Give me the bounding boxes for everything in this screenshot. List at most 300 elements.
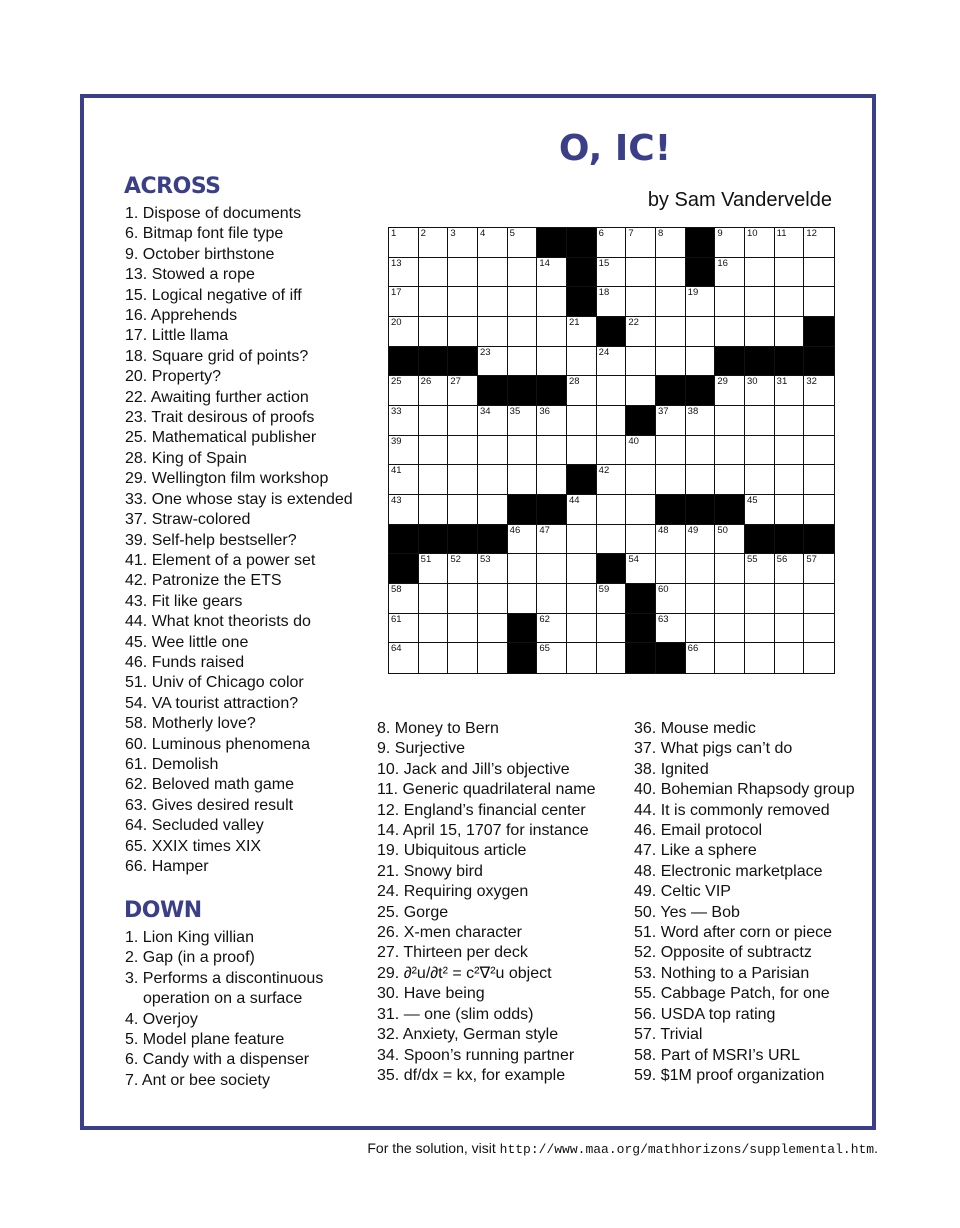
grid-cell[interactable] [508, 258, 538, 288]
grid-cell[interactable] [804, 406, 834, 436]
grid-cell[interactable] [537, 258, 567, 288]
clue-item: 52. Opposite of subtractz [634, 944, 812, 962]
grid-cell[interactable] [537, 317, 567, 347]
clue-item: 9. October birthstone [125, 245, 275, 263]
grid-cell[interactable] [745, 258, 775, 288]
grid-cell[interactable] [715, 554, 745, 584]
black-square [508, 643, 538, 673]
clue-item: 48. Electronic marketplace [634, 862, 823, 880]
grid-cell[interactable] [389, 287, 419, 317]
black-square [745, 525, 775, 555]
grid-cell[interactable] [745, 643, 775, 673]
clue-item: 8. Money to Bern [377, 720, 499, 737]
clue-number: 63 [657, 613, 669, 625]
grid-cell[interactable] [508, 465, 538, 495]
grid-cell[interactable] [686, 584, 716, 614]
grid-cell[interactable] [686, 554, 716, 584]
clue-item: 44. What knot theorists do [125, 613, 311, 631]
clue-item: 35. df/dx = kx, for example [377, 1066, 566, 1084]
grid-cell[interactable] [656, 465, 686, 495]
grid-cell[interactable] [478, 436, 508, 466]
clue-number: 13 [391, 257, 402, 269]
clue-item: 1. Lion King villian [125, 929, 254, 946]
clue-item: 63. Gives desired result [125, 796, 294, 814]
clue-item: 2. Gap (in a proof) [125, 949, 255, 967]
grid-cell[interactable] [686, 465, 716, 495]
grid-cell[interactable] [715, 287, 745, 317]
grid-cell[interactable] [419, 584, 449, 614]
grid-cell[interactable] [804, 584, 834, 614]
grid-cell[interactable] [478, 287, 508, 317]
clue-number: 51 [420, 554, 432, 566]
grid-cell[interactable] [775, 317, 805, 347]
grid-cell[interactable] [448, 584, 478, 614]
black-square [567, 465, 597, 495]
grid-cell[interactable] [656, 347, 686, 377]
clue-number: 56 [776, 554, 788, 566]
grid-cell[interactable] [448, 643, 478, 673]
grid-cell[interactable] [745, 554, 775, 584]
black-square [567, 287, 597, 317]
grid-cell[interactable] [508, 406, 538, 436]
grid-cell[interactable] [478, 258, 508, 288]
clue-item: 31. — one (slim odds) [377, 1005, 534, 1023]
grid-cell[interactable] [597, 525, 627, 555]
grid-cell[interactable] [508, 347, 538, 377]
grid-cell[interactable] [448, 436, 478, 466]
grid-cell[interactable] [804, 287, 834, 317]
grid-cell[interactable] [389, 376, 419, 406]
black-square [478, 376, 508, 406]
grid-cell[interactable] [775, 287, 805, 317]
footer-end: . [874, 1140, 878, 1156]
grid-cell[interactable] [656, 584, 686, 614]
grid-cell[interactable] [567, 525, 597, 555]
grid-cell[interactable] [775, 554, 805, 584]
clue-number: 35 [509, 405, 521, 417]
grid-cell[interactable] [478, 614, 508, 644]
grid-cell[interactable] [389, 465, 419, 495]
grid-cell[interactable] [597, 406, 627, 436]
clue-number: 65 [539, 643, 550, 655]
grid-cell[interactable] [597, 436, 627, 466]
clue-number: 14 [539, 257, 550, 269]
black-square [537, 376, 567, 406]
clue-number: 29 [717, 376, 728, 388]
clue-item: 34. Spoon’s running partner [377, 1046, 575, 1064]
clue-item: 56. USDA top rating [634, 1005, 776, 1023]
grid-cell[interactable] [448, 287, 478, 317]
black-square [419, 525, 449, 555]
grid-cell[interactable] [508, 436, 538, 466]
grid-cell[interactable] [597, 643, 627, 673]
grid-cell[interactable] [448, 258, 478, 288]
grid-cell[interactable] [419, 436, 449, 466]
grid-cell[interactable] [775, 495, 805, 525]
clue-number: 46 [509, 524, 521, 536]
grid-cell[interactable] [448, 376, 478, 406]
black-square [686, 258, 716, 288]
black-square [715, 347, 745, 377]
grid-cell[interactable] [419, 495, 449, 525]
clue-number: 25 [391, 376, 402, 388]
grid-cell[interactable] [448, 317, 478, 347]
clue-number: 33 [391, 405, 402, 417]
grid-cell[interactable] [804, 554, 834, 584]
grid-cell[interactable] [537, 347, 567, 377]
clue-item: 51. Univ of Chicago color [125, 674, 304, 692]
clue-number: 28 [568, 376, 580, 388]
black-square [537, 495, 567, 525]
clue-number: 18 [598, 287, 610, 299]
grid-cell[interactable] [389, 228, 419, 258]
clue-number: 12 [806, 228, 817, 239]
grid-cell[interactable] [775, 228, 805, 258]
grid-cell[interactable] [804, 614, 834, 644]
grid-cell[interactable] [567, 614, 597, 644]
grid-cell[interactable] [567, 406, 597, 436]
clue-item: 61. Demolish [125, 755, 219, 773]
clue-item: 22. Awaiting further action [125, 388, 309, 406]
down-heading: DOWN [124, 898, 202, 923]
clue-number: 30 [746, 376, 758, 388]
clue-item: 41. Element of a power set [125, 551, 316, 569]
grid-cell[interactable] [715, 584, 745, 614]
clue-item: 13. Stowed a rope [125, 266, 255, 284]
grid-cell[interactable] [745, 614, 775, 644]
crossword-grid[interactable] [388, 227, 835, 674]
grid-cell[interactable] [745, 317, 775, 347]
clue-number: 24 [598, 346, 610, 358]
grid-cell[interactable] [656, 228, 686, 258]
clue-number: 50 [717, 524, 728, 536]
grid-cell[interactable] [567, 643, 597, 673]
grid-cell[interactable] [626, 317, 656, 347]
grid-cell[interactable] [775, 436, 805, 466]
grid-cell[interactable] [448, 495, 478, 525]
clue-number: 8 [657, 228, 664, 239]
clue-item: 50. Yes — Bob [634, 903, 740, 921]
clue-number: 15 [598, 257, 610, 269]
grid-cell[interactable] [656, 614, 686, 644]
black-square [597, 554, 627, 584]
grid-cell[interactable] [715, 614, 745, 644]
grid-cell[interactable] [567, 554, 597, 584]
black-square [745, 347, 775, 377]
black-square [715, 495, 745, 525]
grid-cell[interactable] [775, 643, 805, 673]
grid-cell[interactable] [537, 554, 567, 584]
clue-number: 9 [717, 228, 723, 239]
black-square [448, 347, 478, 377]
footer-text: For the solution, visit [367, 1140, 500, 1156]
grid-cell[interactable] [537, 465, 567, 495]
grid-cell[interactable] [656, 287, 686, 317]
grid-cell[interactable] [626, 525, 656, 555]
grid-cell[interactable] [567, 376, 597, 406]
clue-item: 57. Trivial [634, 1026, 703, 1044]
grid-cell[interactable] [537, 584, 567, 614]
grid-cell[interactable] [745, 228, 775, 258]
grid-cell[interactable] [597, 228, 627, 258]
solution-link[interactable]: http://www.maa.org/mathhorizons/supplemental.htm [499, 1142, 875, 1157]
grid-cell[interactable] [537, 287, 567, 317]
clue-item: 14. April 15, 1707 for instance [377, 822, 589, 840]
grid-cell[interactable] [745, 376, 775, 406]
grid-cell[interactable] [656, 525, 686, 555]
grid-cell[interactable] [508, 525, 538, 555]
clue-item: 28. King of Spain [125, 449, 247, 467]
grid-cell[interactable] [419, 258, 449, 288]
grid-cell[interactable] [567, 317, 597, 347]
clue-item: 46. Email protocol [634, 822, 763, 840]
grid-cell[interactable] [804, 643, 834, 673]
grid-cell[interactable] [537, 614, 567, 644]
grid-cell[interactable] [448, 554, 478, 584]
grid-cell[interactable] [419, 465, 449, 495]
grid-cell[interactable] [508, 287, 538, 317]
grid-cell[interactable] [686, 406, 716, 436]
clue-item: 30. Have being [377, 985, 485, 1003]
grid-cell[interactable] [597, 495, 627, 525]
grid-cell[interactable] [567, 584, 597, 614]
clue-item: 47. Like a sphere [634, 842, 757, 860]
grid-cell[interactable] [419, 643, 449, 673]
grid-cell[interactable] [478, 347, 508, 377]
grid-cell[interactable] [419, 228, 449, 258]
grid-cell[interactable] [389, 495, 419, 525]
clue-item: 29. ∂²u/∂t² = c²∇²u object [377, 964, 552, 982]
clue-number: 10 [746, 228, 758, 239]
grid-cell[interactable] [686, 614, 716, 644]
clue-item: 65. XXIX times XIX [125, 837, 262, 855]
grid-cell[interactable] [478, 643, 508, 673]
clue-number: 58 [391, 583, 402, 595]
grid-cell[interactable] [745, 287, 775, 317]
grid-cell[interactable] [626, 228, 656, 258]
grid-cell[interactable] [804, 465, 834, 495]
clue-number: 52 [450, 554, 461, 566]
grid-cell[interactable] [656, 436, 686, 466]
grid-cell[interactable] [478, 495, 508, 525]
grid-cell[interactable] [448, 614, 478, 644]
grid-cell[interactable] [804, 228, 834, 258]
clue-item: 44. It is commonly removed [634, 801, 830, 819]
black-square [656, 643, 686, 673]
clue-number: 42 [598, 465, 610, 477]
clue-item: 58. Motherly love? [125, 715, 256, 733]
clue-item: 21. Snowy bird [377, 862, 483, 880]
grid-cell[interactable] [686, 317, 716, 347]
grid-cell[interactable] [448, 406, 478, 436]
clue-item: 43. Fit like gears [125, 592, 243, 610]
clue-item: 26. X-men character [377, 924, 522, 942]
clue-item: 6. Bitmap font file type [125, 225, 284, 243]
grid-cell[interactable] [597, 347, 627, 377]
clue-number: 47 [539, 524, 550, 536]
clue-number: 6 [598, 228, 604, 239]
grid-cell[interactable] [508, 317, 538, 347]
grid-cell[interactable] [715, 228, 745, 258]
grid-cell[interactable] [715, 436, 745, 466]
clue-item: 54. VA tourist attraction? [125, 694, 299, 712]
grid-cell[interactable] [775, 376, 805, 406]
grid-cell[interactable] [389, 406, 419, 436]
grid-cell[interactable] [715, 643, 745, 673]
grid-cell[interactable] [715, 525, 745, 555]
grid-cell[interactable] [626, 465, 656, 495]
grid-cell[interactable] [478, 228, 508, 258]
clue-number: 1 [391, 228, 397, 239]
grid-cell[interactable] [715, 406, 745, 436]
clue-number: 54 [628, 554, 639, 566]
solution-footer [367, 1140, 878, 1157]
grid-cell[interactable] [626, 258, 656, 288]
grid-cell[interactable] [448, 228, 478, 258]
grid-cell[interactable] [567, 347, 597, 377]
grid-cell[interactable] [804, 436, 834, 466]
grid-cell[interactable] [567, 495, 597, 525]
grid-cell[interactable] [626, 287, 656, 317]
clue-item: 60. Luminous phenomena [125, 735, 311, 753]
grid-cell[interactable] [804, 258, 834, 288]
grid-cell[interactable] [537, 436, 567, 466]
grid-cell[interactable] [537, 525, 567, 555]
black-square [508, 376, 538, 406]
grid-cell[interactable] [478, 554, 508, 584]
grid-cell[interactable] [508, 584, 538, 614]
black-square [686, 495, 716, 525]
clue-item: 9. Surjective [377, 740, 466, 758]
clue-number: 5 [509, 228, 515, 239]
grid-cell[interactable] [389, 614, 419, 644]
grid-cell[interactable] [626, 495, 656, 525]
clue-item: 55. Cabbage Patch, for one [634, 985, 830, 1003]
grid-cell[interactable] [597, 376, 627, 406]
grid-cell[interactable] [775, 406, 805, 436]
down-clue-list-1 [125, 928, 323, 1091]
grid-cell[interactable] [478, 584, 508, 614]
grid-cell[interactable] [626, 554, 656, 584]
grid-cell[interactable] [448, 465, 478, 495]
grid-cell[interactable] [389, 584, 419, 614]
clue-number: 64 [391, 643, 402, 655]
grid-cell[interactable] [775, 614, 805, 644]
grid-cell[interactable] [597, 287, 627, 317]
clue-item: 6. Candy with a dispenser [125, 1051, 310, 1069]
grid-cell[interactable] [537, 406, 567, 436]
black-square [537, 228, 567, 258]
grid-cell[interactable] [508, 554, 538, 584]
clue-number: 32 [806, 376, 817, 388]
clue-number: 53 [479, 554, 491, 566]
black-square [626, 643, 656, 673]
grid-cell[interactable] [775, 465, 805, 495]
grid-cell[interactable] [389, 643, 419, 673]
clue-item: operation on a surface [143, 990, 303, 1008]
grid-cell[interactable] [745, 406, 775, 436]
grid-cell[interactable] [597, 258, 627, 288]
grid-cell[interactable] [804, 495, 834, 525]
grid-cell[interactable] [567, 436, 597, 466]
grid-cell[interactable] [626, 347, 656, 377]
clue-number: 31 [776, 376, 788, 388]
grid-cell[interactable] [389, 436, 419, 466]
clue-item: 49. Celtic VIP [634, 883, 731, 901]
grid-cell[interactable] [419, 376, 449, 406]
clue-item: 7. Ant or bee society [125, 1071, 270, 1089]
grid-cell[interactable] [715, 317, 745, 347]
grid-cell[interactable] [775, 258, 805, 288]
grid-cell[interactable] [656, 406, 686, 436]
grid-cell[interactable] [478, 465, 508, 495]
grid-cell[interactable] [537, 643, 567, 673]
clue-item: 58. Part of MSRI’s URL [634, 1046, 800, 1064]
down-clue-list-2 [377, 719, 596, 1086]
grid-cell[interactable] [715, 258, 745, 288]
grid-cell[interactable] [419, 554, 449, 584]
clue-item: 42. Patronize the ETS [125, 572, 282, 590]
grid-cell[interactable] [745, 465, 775, 495]
black-square [626, 584, 656, 614]
grid-cell[interactable] [419, 406, 449, 436]
grid-cell[interactable] [715, 465, 745, 495]
grid-cell[interactable] [656, 317, 686, 347]
grid-cell[interactable] [419, 317, 449, 347]
grid-cell[interactable] [745, 436, 775, 466]
grid-cell[interactable] [775, 584, 805, 614]
clue-number: 44 [568, 494, 580, 506]
grid-cell[interactable] [745, 495, 775, 525]
black-square [804, 317, 834, 347]
grid-cell[interactable] [656, 554, 686, 584]
black-square [389, 525, 419, 555]
grid-cell[interactable] [626, 436, 656, 466]
grid-cell[interactable] [389, 258, 419, 288]
grid-cell[interactable] [597, 584, 627, 614]
grid-cell[interactable] [715, 376, 745, 406]
clue-item: 11. Generic quadrilateral name [377, 781, 596, 799]
grid-cell[interactable] [804, 376, 834, 406]
grid-cell[interactable] [478, 406, 508, 436]
grid-cell[interactable] [745, 584, 775, 614]
across-clue-list [125, 204, 353, 877]
grid-cell[interactable] [508, 228, 538, 258]
clue-item: 5. Model plane feature [125, 1031, 285, 1049]
grid-cell[interactable] [686, 525, 716, 555]
grid-cell[interactable] [478, 317, 508, 347]
clue-item: 59. $1M proof organization [634, 1066, 825, 1084]
clue-number: 20 [391, 316, 402, 328]
grid-cell[interactable] [686, 347, 716, 377]
grid-cell[interactable] [597, 614, 627, 644]
grid-cell[interactable] [389, 317, 419, 347]
grid-cell[interactable] [419, 614, 449, 644]
grid-cell[interactable] [419, 287, 449, 317]
clue-item: 64. Secluded valley [125, 817, 264, 835]
clue-item: 10. Jack and Jill’s objective [377, 760, 570, 778]
clue-item: 33. One whose stay is extended [125, 490, 353, 508]
grid-cell[interactable] [656, 258, 686, 288]
grid-cell[interactable] [686, 287, 716, 317]
grid-cell[interactable] [686, 436, 716, 466]
clue-number: 2 [420, 228, 426, 239]
clue-item: 25. Mathematical publisher [125, 429, 317, 447]
black-square [804, 347, 834, 377]
grid-cell[interactable] [626, 376, 656, 406]
grid-cell[interactable] [597, 465, 627, 495]
grid-cell[interactable] [686, 643, 716, 673]
